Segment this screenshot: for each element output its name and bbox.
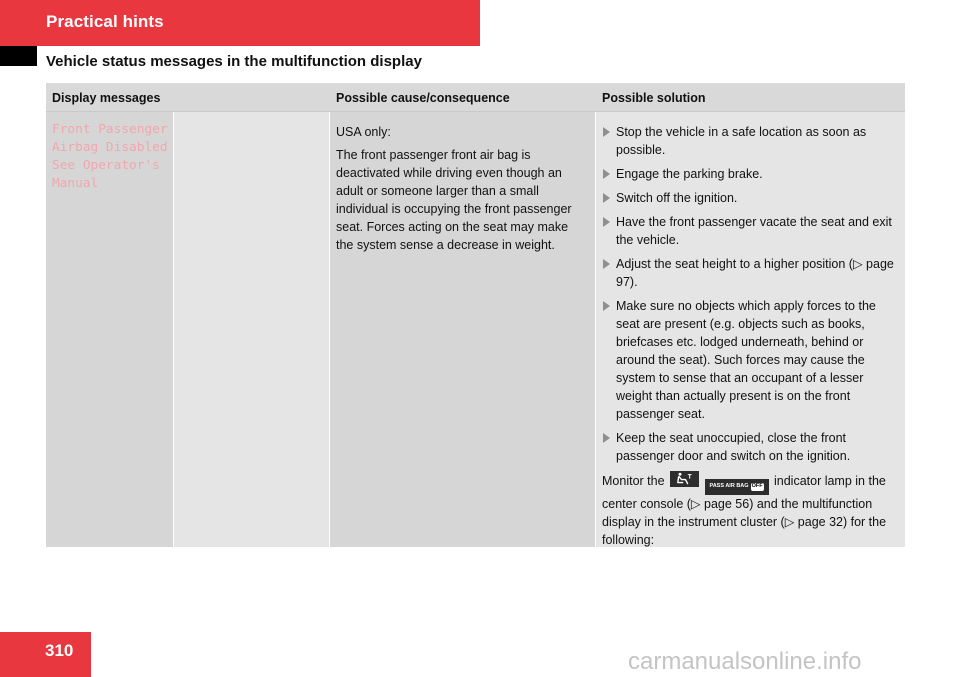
solution-step-text: Make sure no objects which apply forces to the seat are present (e.g. objects such as books, briefcases etc. lodged underneath, behind or around the seat). Such forces may cause the system to sense that an occupant of a lesser weight than actually present is on the front passenger seat.: [616, 299, 876, 421]
header-display-messages: Display messages: [52, 91, 161, 105]
status-messages-table: [46, 83, 905, 547]
triangle-right-icon: [603, 259, 610, 269]
airbag-lamp-label: PASS AIR BAG: [709, 483, 749, 489]
triangle-right-icon: [603, 217, 610, 227]
triangle-right-icon: [603, 127, 610, 137]
cause-intro: USA only:: [336, 125, 391, 139]
header-possible-solution: Possible solution: [602, 91, 706, 105]
solution-steps-list: [602, 123, 901, 465]
table-header-row: [46, 83, 905, 112]
pass-air-bag-off-icon: [705, 479, 769, 495]
triangle-right-icon: [603, 301, 610, 311]
solution-step: [602, 213, 901, 249]
header-possible-cause: Possible cause/consequence: [336, 91, 510, 105]
triangle-right-icon: [603, 169, 610, 179]
solution-step-text: Stop the vehicle in a safe location as soon as possible.: [616, 125, 867, 157]
cause-description: The front passenger front air bag is deactivated while driving even though an adult or someone larger than a small individual is occupying the front passenger seat. Forces acting on the seat may make the system sense a decrease in weight.: [336, 148, 572, 252]
solution-step-text: Engage the parking brake.: [616, 167, 763, 181]
passenger-seat-icon: [670, 471, 699, 487]
solution-step: [602, 165, 901, 183]
solution-step: [602, 297, 901, 423]
page-number: 310: [45, 641, 74, 660]
solution-step: [602, 255, 901, 291]
display-message-spacer-cell: [174, 112, 330, 547]
triangle-right-icon: [603, 193, 610, 203]
airbag-lamp-off-label: OFF: [751, 483, 763, 489]
solution-step: [602, 429, 901, 465]
monitor-suffix: indicator lamp in the center console (▷ page 56) and the multifunction display in the instrument cluster (▷ page 32) for the following:: [602, 474, 887, 547]
watermark: carmanualsonline.info: [628, 648, 862, 675]
display-message-text: Front Passenger Airbag Disabled See Operator's Manual: [52, 122, 168, 191]
solution-step-text: Have the front passenger vacate the seat and exit the vehicle.: [616, 215, 892, 247]
possible-cause-text: [336, 123, 588, 259]
triangle-right-icon: [603, 433, 610, 443]
solution-step: [602, 189, 901, 207]
monitor-indicator-note: [602, 471, 901, 549]
possible-solution-text: [602, 123, 901, 549]
solution-step: [602, 123, 901, 159]
section-title: Practical hints: [46, 12, 164, 31]
solution-step-text: Adjust the seat height to a higher position (▷ page 97).: [616, 257, 894, 289]
black-marker: [0, 46, 37, 66]
solution-step-text: Switch off the ignition.: [616, 191, 738, 205]
solution-step-text: Keep the seat unoccupied, close the front passenger door and switch on the ignition.: [616, 431, 851, 463]
monitor-prefix: Monitor the: [602, 474, 665, 488]
page-heading: Vehicle status messages in the multifunction display: [46, 53, 422, 70]
